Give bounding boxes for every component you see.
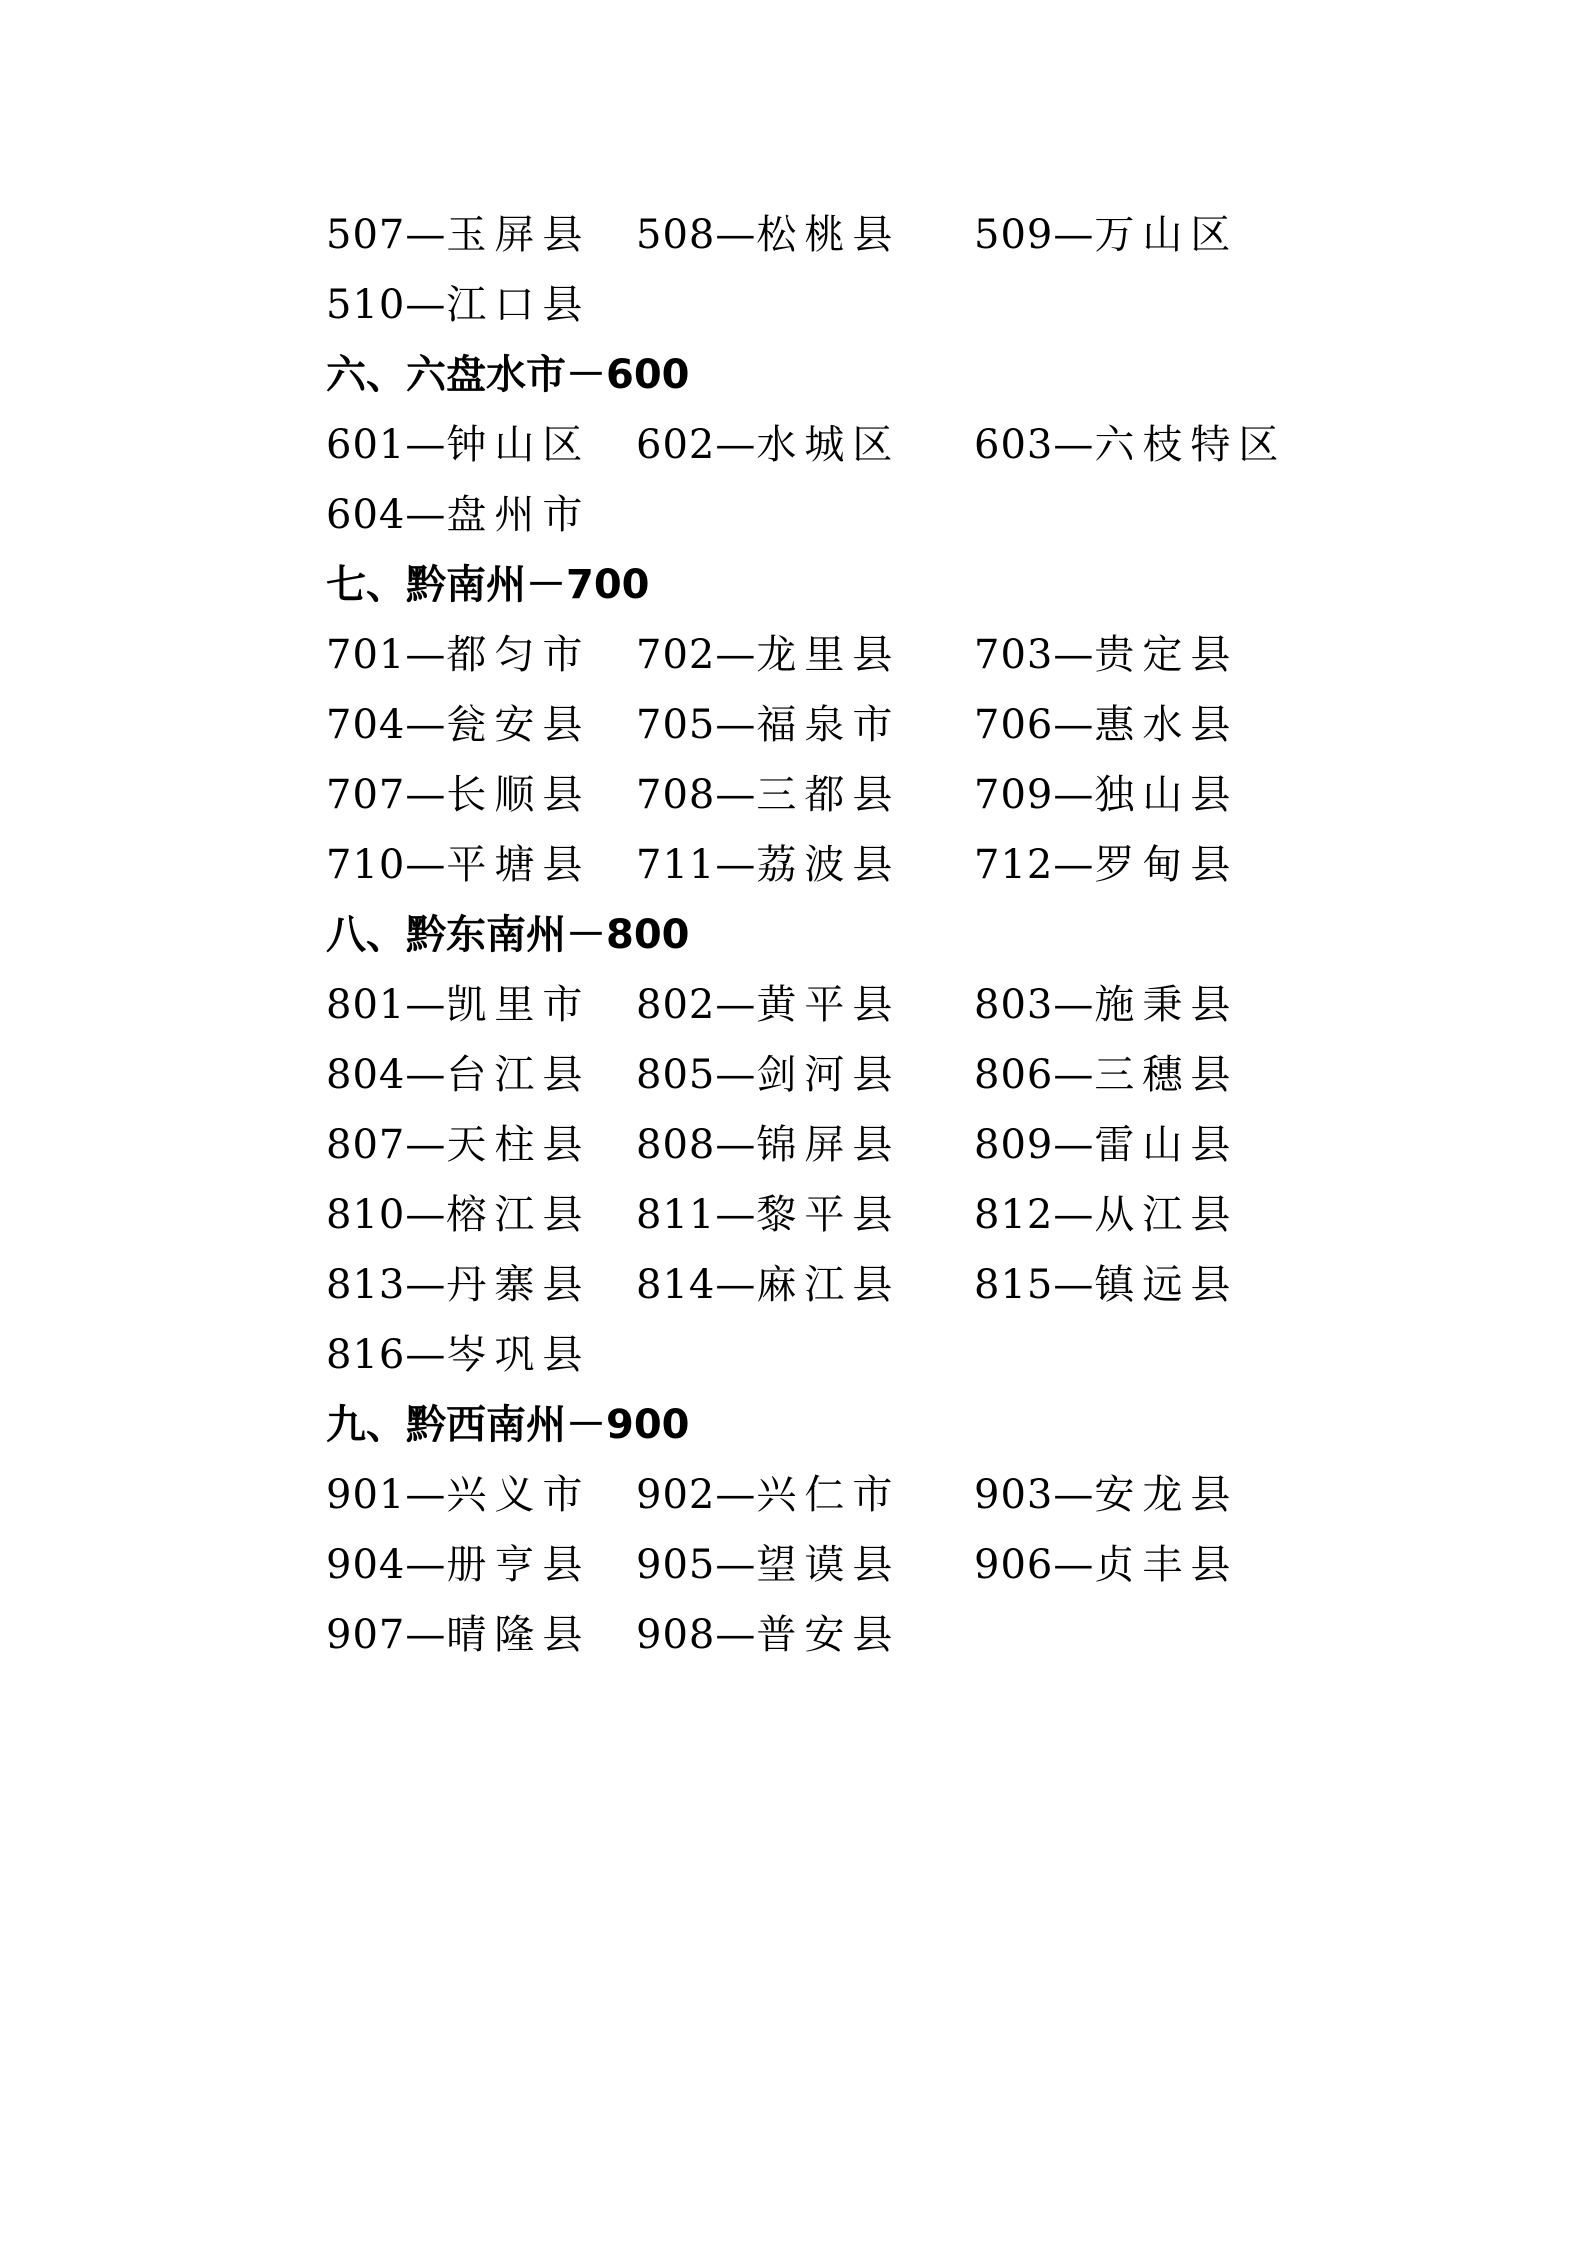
entry-name: 榕江县 — [446, 1191, 591, 1238]
region-section — [326, 1386, 1426, 1666]
entry-name: 丹寨县 — [446, 1261, 591, 1308]
entry-dash: — — [1053, 1541, 1095, 1588]
entry-dash: — — [405, 1611, 447, 1658]
entry-dash: — — [405, 1191, 447, 1238]
entry-code: 707 — [326, 771, 406, 818]
code-entry — [974, 833, 1274, 890]
entry-code: 905 — [636, 1541, 716, 1588]
code-row — [326, 406, 1426, 476]
entry-code: 712 — [974, 841, 1054, 888]
entry-dash: — — [715, 1051, 757, 1098]
code-entry — [636, 833, 974, 890]
entry-dash: — — [1053, 981, 1095, 1028]
entry-dash: — — [1053, 701, 1095, 748]
code-entry — [326, 203, 636, 260]
entry-name: 台江县 — [446, 1051, 591, 1098]
entry-code: 902 — [636, 1471, 716, 1518]
code-entry — [974, 973, 1274, 1030]
code-entry — [326, 623, 636, 680]
entry-dash: — — [715, 631, 757, 678]
entry-dash: — — [1053, 1051, 1095, 1098]
entry-dash: — — [715, 421, 757, 468]
code-entry — [974, 763, 1274, 820]
entry-code: 809 — [974, 1121, 1054, 1168]
entry-code: 603 — [974, 421, 1054, 468]
region-section — [326, 896, 1426, 1386]
entry-code: 706 — [974, 701, 1054, 748]
entry-code: 807 — [326, 1121, 406, 1168]
entry-dash: — — [715, 981, 757, 1028]
entry-dash: — — [1053, 771, 1095, 818]
code-entry — [636, 1463, 974, 1520]
code-row — [326, 966, 1426, 1036]
entry-name: 望谟县 — [756, 1541, 901, 1588]
entry-dash: — — [405, 1261, 447, 1308]
code-entry — [326, 273, 636, 330]
entry-code: 815 — [974, 1261, 1054, 1308]
entry-dash: — — [405, 1121, 447, 1168]
entry-code: 810 — [326, 1191, 406, 1238]
code-entry — [974, 623, 1274, 680]
code-entry — [974, 1463, 1274, 1520]
code-row — [326, 266, 1426, 336]
entry-code: 507 — [326, 211, 406, 258]
entry-name: 麻江县 — [756, 1261, 901, 1308]
code-entry — [636, 1533, 974, 1590]
entry-name: 钟山区 — [446, 421, 591, 468]
code-entry — [326, 1533, 636, 1590]
entry-name: 施秉县 — [1094, 981, 1239, 1028]
entry-code: 811 — [636, 1191, 716, 1238]
entry-dash: — — [405, 631, 447, 678]
entry-name: 兴义市 — [446, 1471, 591, 1518]
code-row — [326, 1456, 1426, 1526]
entry-code: 710 — [326, 841, 406, 888]
code-row — [326, 1106, 1426, 1176]
code-entry — [974, 203, 1274, 260]
entry-dash: — — [405, 1051, 447, 1098]
entry-name: 三都县 — [756, 771, 901, 818]
entry-name: 罗甸县 — [1094, 841, 1239, 888]
entry-code: 704 — [326, 701, 406, 748]
code-entry — [326, 1603, 636, 1660]
entry-name: 天柱县 — [446, 1121, 591, 1168]
entry-name: 惠水县 — [1094, 701, 1239, 748]
code-row — [326, 686, 1426, 756]
code-entry — [636, 973, 974, 1030]
entry-name: 晴隆县 — [446, 1611, 591, 1658]
entry-dash: — — [1053, 1261, 1095, 1308]
code-entry — [636, 203, 974, 260]
entry-code: 808 — [636, 1121, 716, 1168]
entry-code: 906 — [974, 1541, 1054, 1588]
entry-dash: — — [715, 1121, 757, 1168]
entry-name: 长顺县 — [446, 771, 591, 818]
entry-code: 601 — [326, 421, 406, 468]
code-entry — [326, 1463, 636, 1520]
entry-code: 801 — [326, 981, 406, 1028]
code-entry — [636, 413, 974, 470]
entry-name: 瓮安县 — [446, 701, 591, 748]
document-page — [326, 196, 1426, 1666]
entry-code: 813 — [326, 1261, 406, 1308]
code-entry — [326, 413, 636, 470]
entry-dash: — — [715, 1541, 757, 1588]
entry-name: 江口县 — [446, 281, 591, 328]
code-row — [326, 196, 1426, 266]
entry-name: 万山区 — [1094, 211, 1239, 258]
entry-name: 贵定县 — [1094, 631, 1239, 678]
entry-code: 709 — [974, 771, 1054, 818]
entry-dash: — — [715, 701, 757, 748]
entry-name: 水城区 — [756, 421, 901, 468]
entry-code: 509 — [974, 211, 1054, 258]
entry-code: 705 — [636, 701, 716, 748]
entry-code: 816 — [326, 1331, 406, 1378]
entry-name: 剑河县 — [756, 1051, 901, 1098]
entry-dash: — — [405, 491, 447, 538]
entry-code: 604 — [326, 491, 406, 538]
code-entry — [636, 1043, 974, 1100]
entry-name: 盘州市 — [446, 491, 591, 538]
code-entry — [326, 763, 636, 820]
entry-code: 806 — [974, 1051, 1054, 1098]
entry-name: 凯里市 — [446, 981, 591, 1028]
entry-dash: — — [405, 701, 447, 748]
code-entry — [326, 833, 636, 890]
entry-code: 702 — [636, 631, 716, 678]
code-entry — [974, 1043, 1274, 1100]
code-row — [326, 826, 1426, 896]
entry-dash: — — [405, 771, 447, 818]
section-heading: 七、黔南州－700 — [326, 561, 650, 608]
section-heading: 八、黔东南州－800 — [326, 911, 690, 958]
entry-name: 贞丰县 — [1094, 1541, 1239, 1588]
code-entry — [636, 623, 974, 680]
code-entry — [974, 1183, 1274, 1240]
code-entry — [974, 1533, 1274, 1590]
code-entry — [326, 483, 636, 540]
section-heading: 九、黔西南州－900 — [326, 1401, 690, 1448]
code-entry — [636, 1183, 974, 1240]
entry-name: 都匀市 — [446, 631, 591, 678]
entry-dash: — — [1053, 211, 1095, 258]
code-entry — [636, 763, 974, 820]
entry-code: 805 — [636, 1051, 716, 1098]
entry-dash: — — [405, 281, 447, 328]
code-row — [326, 1596, 1426, 1666]
entry-code: 708 — [636, 771, 716, 818]
code-entry — [326, 973, 636, 1030]
entry-code: 903 — [974, 1471, 1054, 1518]
entry-code: 508 — [636, 211, 716, 258]
code-entry — [326, 693, 636, 750]
entry-code: 907 — [326, 1611, 406, 1658]
entry-dash: — — [405, 841, 447, 888]
entry-dash: — — [1053, 421, 1095, 468]
entry-dash: — — [1053, 841, 1095, 888]
code-entry — [974, 413, 1287, 470]
entry-name: 普安县 — [756, 1611, 901, 1658]
entry-code: 901 — [326, 1471, 406, 1518]
code-entry — [326, 1043, 636, 1100]
entry-name: 玉屏县 — [446, 211, 591, 258]
entry-dash: — — [1053, 631, 1095, 678]
code-entry — [974, 1113, 1274, 1170]
entry-name: 龙里县 — [756, 631, 901, 678]
entry-code: 802 — [636, 981, 716, 1028]
entry-name: 黎平县 — [756, 1191, 901, 1238]
section-heading: 六、六盘水市－600 — [326, 351, 690, 398]
entry-code: 703 — [974, 631, 1054, 678]
entry-dash: — — [715, 1611, 757, 1658]
code-row — [326, 616, 1426, 686]
region-section — [326, 546, 1426, 896]
entry-name: 独山县 — [1094, 771, 1239, 818]
entry-name: 福泉市 — [756, 701, 901, 748]
entry-name: 黄平县 — [756, 981, 901, 1028]
entry-dash: — — [405, 211, 447, 258]
code-row — [326, 1526, 1426, 1596]
entry-name: 兴仁市 — [756, 1471, 901, 1518]
entry-name: 镇远县 — [1094, 1261, 1239, 1308]
entry-code: 814 — [636, 1261, 716, 1308]
code-entry — [636, 1603, 974, 1660]
code-row — [326, 476, 1426, 546]
entry-code: 812 — [974, 1191, 1054, 1238]
code-entry — [326, 1183, 636, 1240]
entry-name: 松桃县 — [756, 211, 901, 258]
code-entry — [326, 1323, 636, 1380]
entry-code: 701 — [326, 631, 406, 678]
entry-code: 711 — [636, 841, 716, 888]
entry-dash: — — [715, 1471, 757, 1518]
entry-dash: — — [1053, 1191, 1095, 1238]
region-section — [326, 196, 1426, 336]
entry-dash: — — [715, 211, 757, 258]
entry-code: 602 — [636, 421, 716, 468]
region-section — [326, 336, 1426, 546]
code-row — [326, 1316, 1426, 1386]
entry-code: 803 — [974, 981, 1054, 1028]
entry-name: 雷山县 — [1094, 1121, 1239, 1168]
entry-dash: — — [405, 981, 447, 1028]
entry-name: 三穗县 — [1094, 1051, 1239, 1098]
code-entry — [974, 1253, 1274, 1310]
code-row — [326, 1036, 1426, 1106]
entry-dash: — — [1053, 1471, 1095, 1518]
code-row — [326, 1246, 1426, 1316]
code-entry — [636, 1253, 974, 1310]
entry-dash: — — [405, 421, 447, 468]
code-entry — [636, 1113, 974, 1170]
entry-code: 904 — [326, 1541, 406, 1588]
entry-code: 804 — [326, 1051, 406, 1098]
entry-dash: — — [715, 1191, 757, 1238]
code-row — [326, 756, 1426, 826]
entry-dash: — — [715, 1261, 757, 1308]
entry-name: 荔波县 — [756, 841, 901, 888]
entry-dash: — — [715, 771, 757, 818]
entry-name: 从江县 — [1094, 1191, 1239, 1238]
entry-name: 六枝特区 — [1094, 421, 1287, 468]
entry-name: 锦屏县 — [756, 1121, 901, 1168]
entry-name: 平塘县 — [446, 841, 591, 888]
code-entry — [326, 1253, 636, 1310]
entry-name: 安龙县 — [1094, 1471, 1239, 1518]
code-entry — [636, 693, 974, 750]
entry-code: 908 — [636, 1611, 716, 1658]
entry-dash: — — [405, 1541, 447, 1588]
code-entry — [326, 1113, 636, 1170]
code-row — [326, 1176, 1426, 1246]
entry-dash: — — [405, 1331, 447, 1378]
entry-dash: — — [405, 1471, 447, 1518]
code-entry — [974, 693, 1274, 750]
entry-name: 岑巩县 — [446, 1331, 591, 1378]
entry-name: 册亨县 — [446, 1541, 591, 1588]
entry-dash: — — [715, 841, 757, 888]
entry-code: 510 — [326, 281, 406, 328]
entry-dash: — — [1053, 1121, 1095, 1168]
